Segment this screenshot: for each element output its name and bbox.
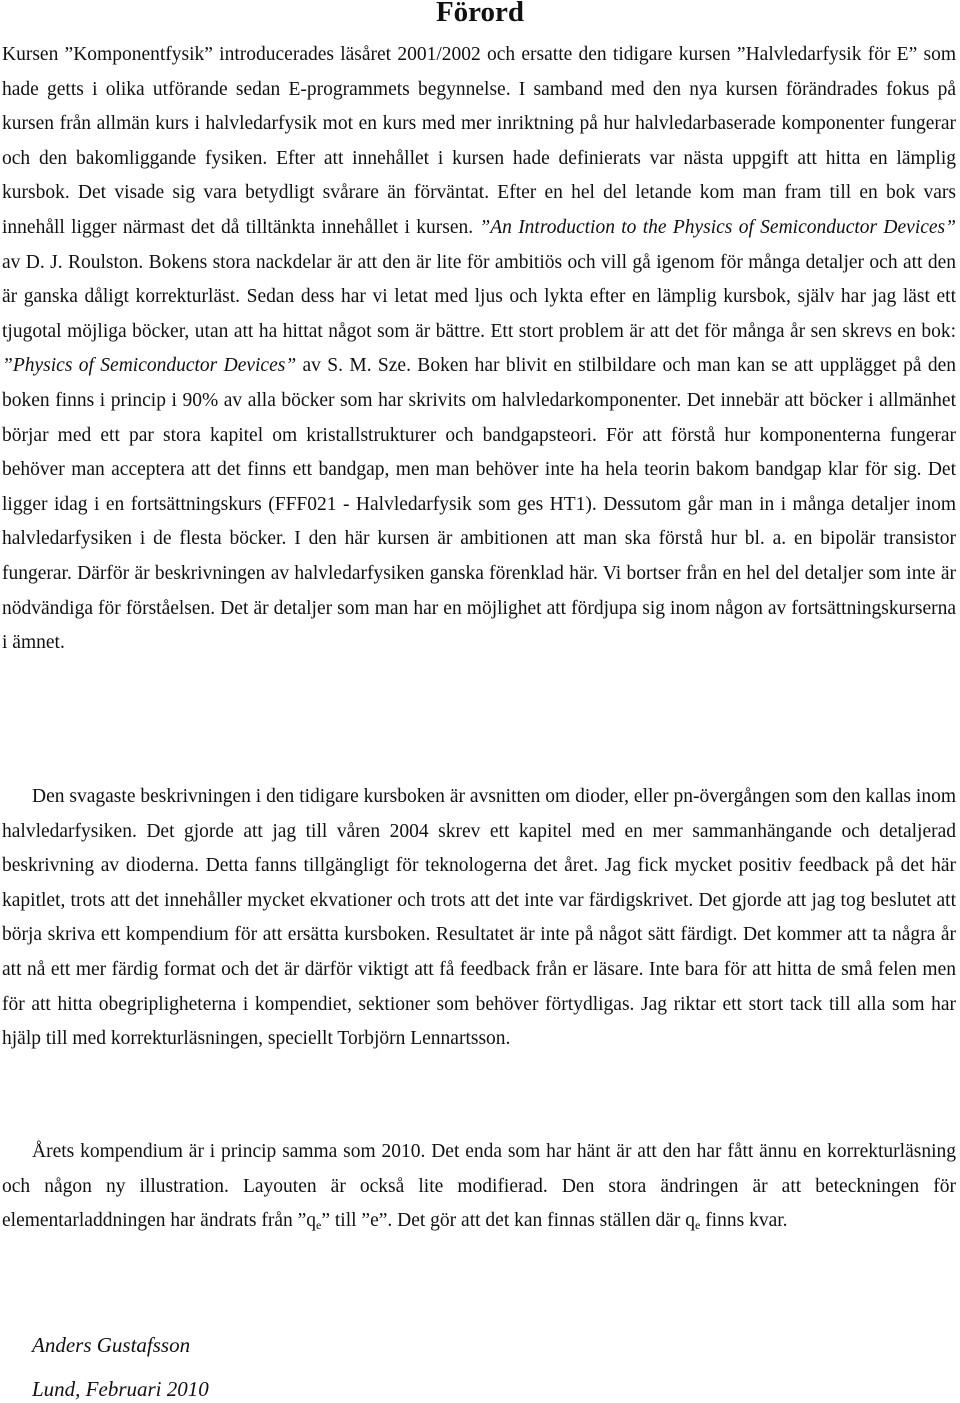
subscript-e-2: e <box>694 1218 701 1233</box>
paragraph-3-text-a: Årets kompendium är i princip samma som 2010. Det enda som har hänt är att den har fått ännu en korrekturläsning och någon ny illustration. Layouten är också lite modifierad. Den stora ändringen är att beteckningen för elementarladdningen har ändrats från ”q <box>2 1141 956 1232</box>
paragraph-2: Den svagaste beskrivningen i den tidigare kursboken är avsnitten om dioder, eller pn-övergången som den kallas inom halvledarfysiken. Det gjorde att jag till våren 2004 skrev ett kapitel med en mer sammanhängande och detaljerad beskrivning av dioderna. Detta fanns tillgängligt för teknologerna det året. Jag fick mycket positiv feedback på det här kapitlet, trots att det innehåller mycket ekvationer och trots att det inte var färdigskrivet. Det gjorde att jag tog beslutet att börja skriva ett kompendium för att ersätta kursboken. Resultatet är inte på något sätt färdigt. Det kommer att ta några år att nå ett mer färdig format och det är därför viktigt att få feedback från er läsare. Inte bara för att hitta de små felen men för att hitta obegripligheterna i kompendiet, sektioner som behöver förtydligas. Jag riktar ett stort tack till alla som har hjälp till med korrekturläsningen, speciellt Torbjörn Lennartsson. <box>2 786 956 1050</box>
paragraph-3-text-b: ” till ”e”. Det gör att det kan finnas ställen där q <box>321 1210 695 1232</box>
signature-place-date: Lund, Februari 2010 <box>32 1377 209 1401</box>
paragraph-1-text-a: Kursen ”Komponentfysik” introducerades läsåret 2001/2002 och ersatte den tidigare kursen ”Halvledarfysik för E” som hade getts i olika utförande sedan E-programmets begynnelse. I samband med den nya kursen förändrades fokus på kursen från allmän kurs i halvledarfysik mot en kurs med mer inriktning på hur halvledarbaserade komponenter fungerar och den bakomliggande fysiken. Efter att innehållet i kursen hade definierats var nästa uppgift att hitta en lämplig kursbok. Det visade sig vara betydligt svårare än förväntat. Efter en hel del letande kom man fram till en bok vars innehåll ligger närmast det då tilltänkta innehållet i kursen. <box>2 44 956 238</box>
paragraph-3-text-c: finns kvar. <box>700 1210 788 1232</box>
subscript-e-1: e <box>316 1218 322 1233</box>
page-title: Förord <box>435 0 525 28</box>
paragraph-1-text-b: av D. J. Roulston. Bokens stora nackdelar är att den är lite för ambitiös och vill gå igenom för många detaljer och att den är ganska dåligt korrekturläst. Sedan dess har vi letat med ljus och lykta efter en lämplig kursbok, själv har jag läst ett tjugotal möjliga böcker, utan att ha hittat något som är bättre. Ett stort problem är att det för många år sen skrevs en bok: <box>2 251 956 342</box>
book-title-sze: ”Physics of Semiconductor Devices” <box>2 355 297 377</box>
paragraph-3 <box>2 1135 956 1239</box>
signature-name: Anders Gustafsson <box>32 1333 191 1357</box>
book-title-roulston: ”An Introduction to the Physics of Semiconductor Devices” <box>479 216 956 238</box>
paragraph-1-text-c: av S. M. Sze. Boken har blivit en stilbildare och man kan se att upplägget på den boken finns i princip i 90% av alla böcker som har skrivits om halvledarkomponenter. Det innebär att böcker i allmänhet börjar med ett par stora kapitel om kristallstrukturer och bandgapsteori. För att förstå hur komponenterna fungerar behöver man acceptera att det finns ett bandgap, men man behöver inte ha hela teorin bakom bandgap klar för sig. Det ligger idag i en fortsättningskurs (FFF021 - Halvledarfysik som ges HT1). Dessutom går man in i många detaljer inom halvledarfysiken i de flesta böcker. I den här kursen är ambitionen att man ska förstå hur bl. a. en bipolär transistor fungerar. Därför är beskrivningen av halvledarfysiken ganska förenklad här. Vi bortser från en hel del detaljer som inte är nödvändiga för förståelsen. Det är detaljer som man har en möjlighet att fördjupa sig inom någon av fortsättningskurserna i ämnet. <box>2 355 956 654</box>
paragraph-1 <box>2 38 956 661</box>
